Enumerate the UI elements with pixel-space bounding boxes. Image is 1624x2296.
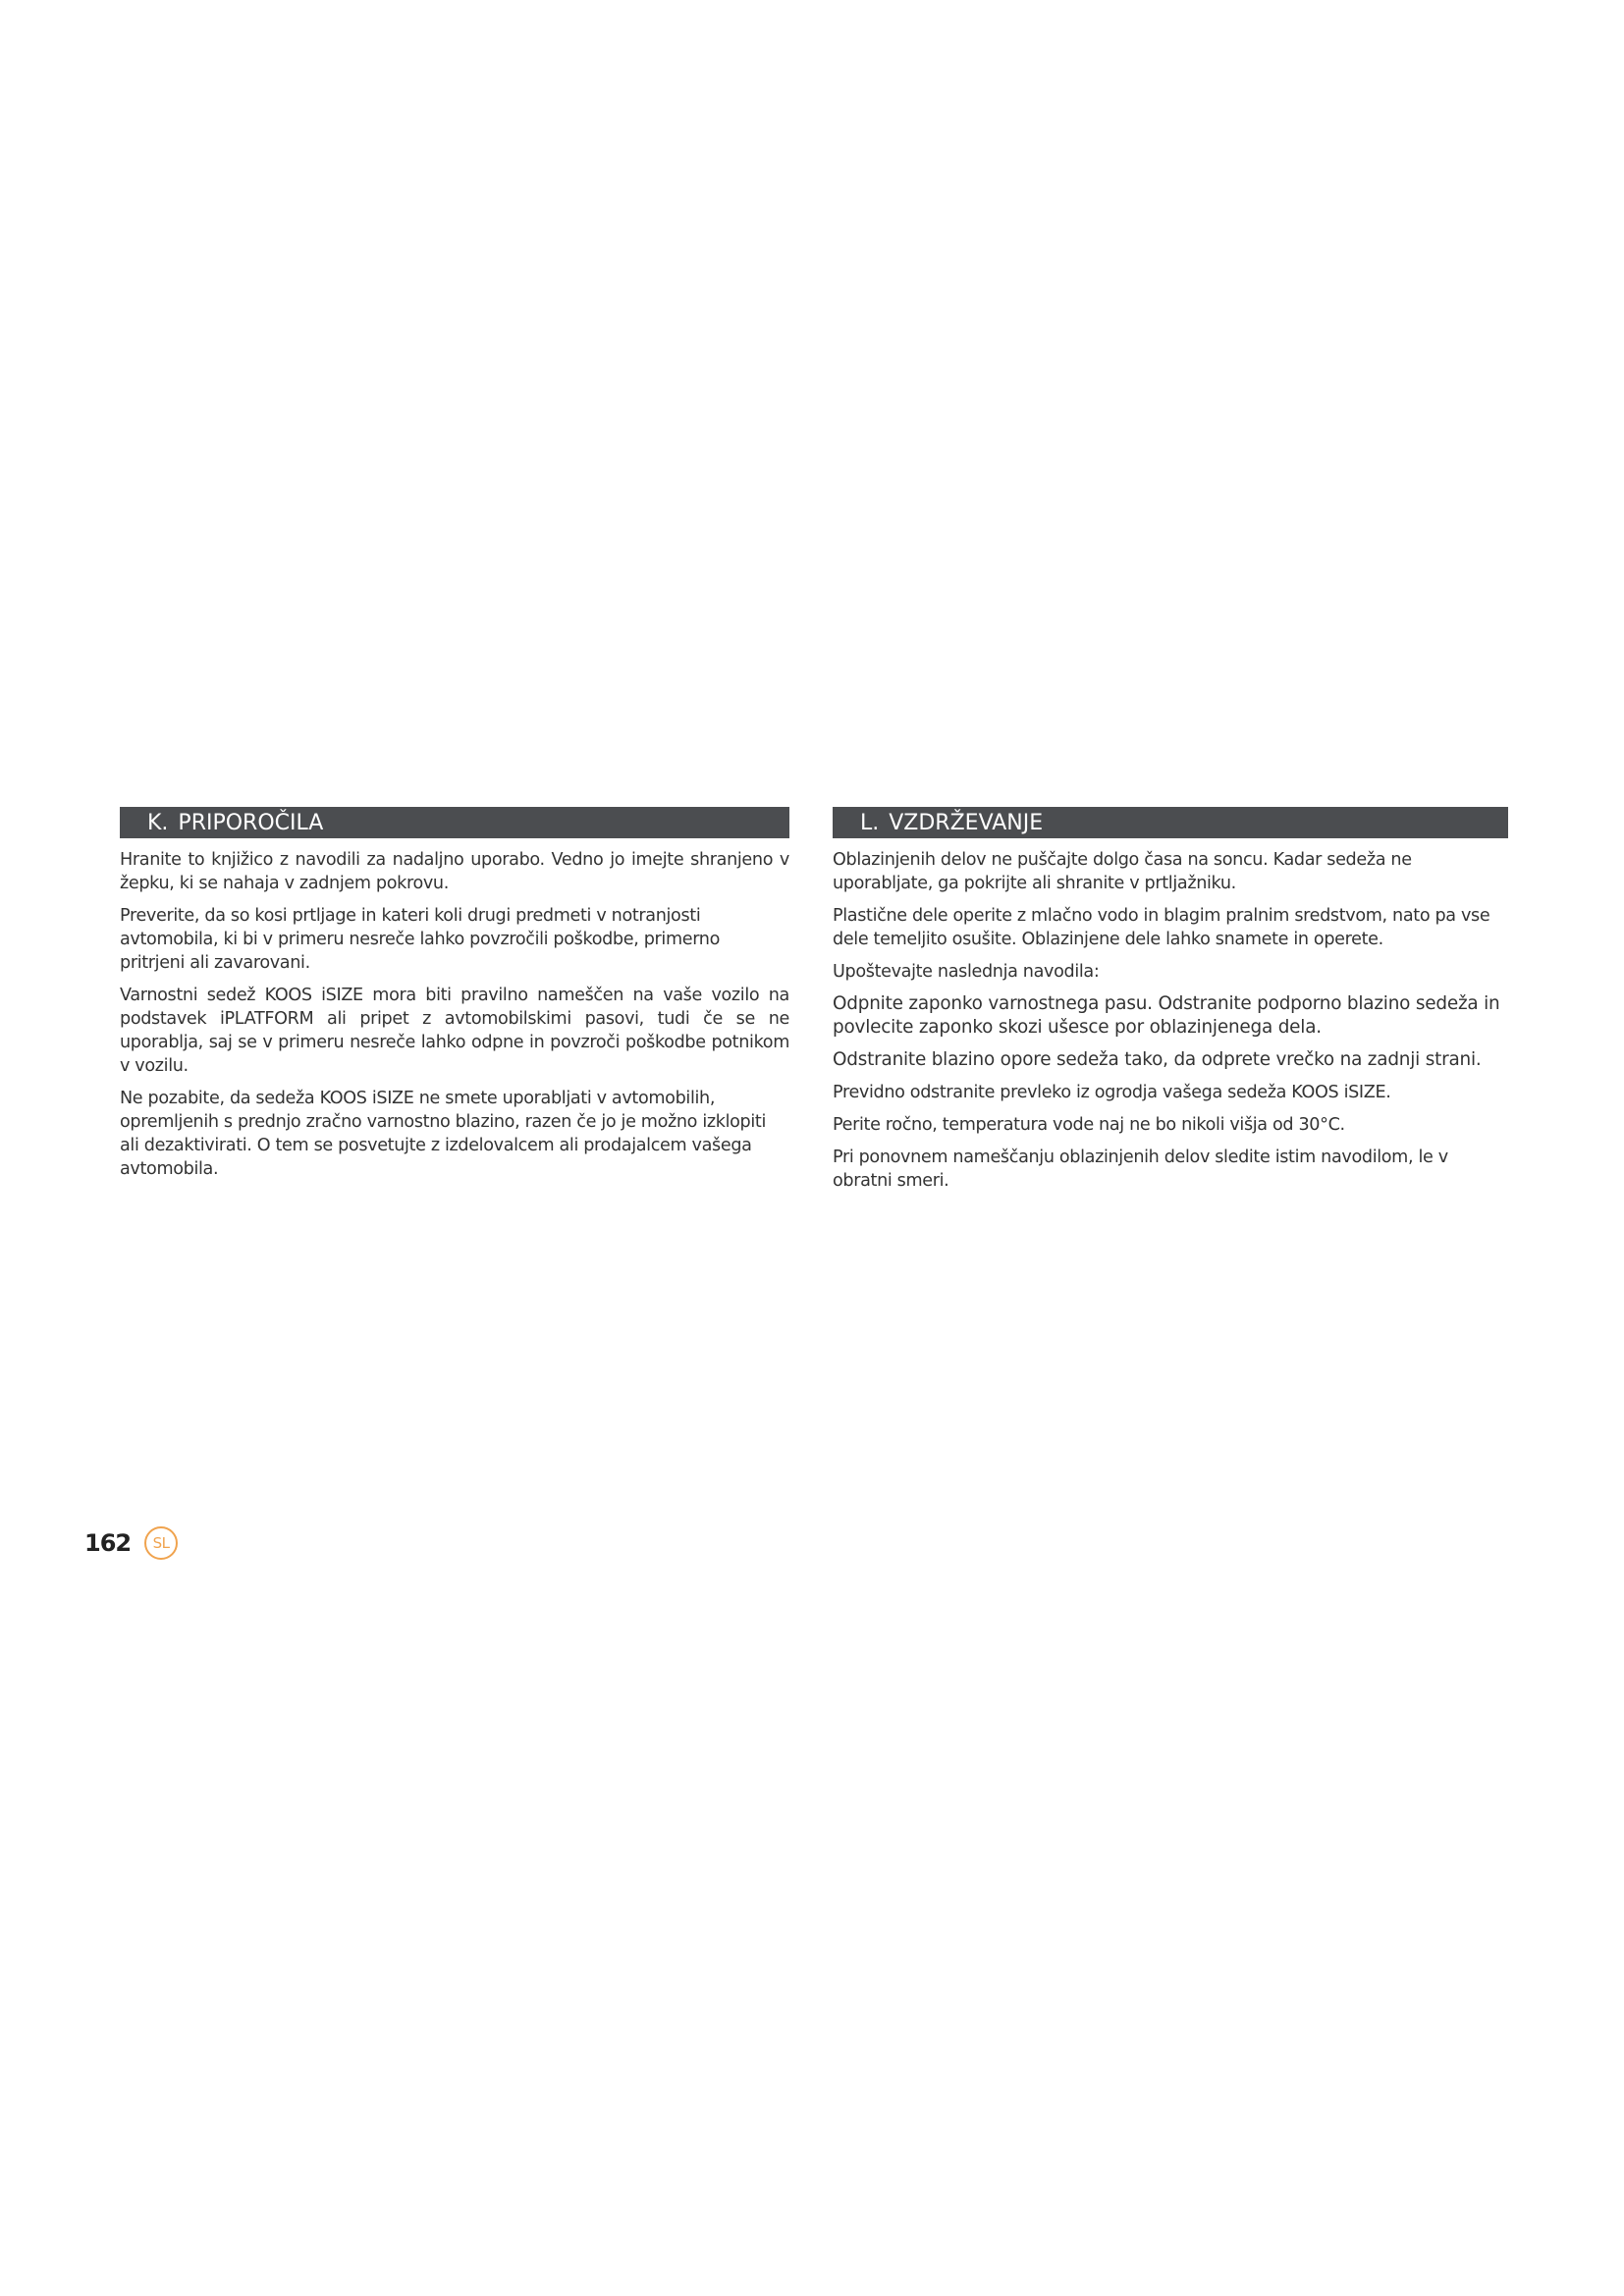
recommendations-paragraph-4: Ne pozabite, da sedeža KOOS iSIZE ne smete uporabljati v avtomobilih, opremljenih s prednjo zračno varnostno blazino, razen če jo je možno izklopiti ali dezaktivirati. O tem se posvetujte z izdelovalcem ali prodajalcem vašega avtomobila. xyxy=(120,1089,766,1179)
page-number: 162 xyxy=(84,1529,132,1557)
maintenance-paragraph-1: Oblazinjenih delov ne puščajte dolgo časa na soncu. Kadar sedeža ne uporabljate, ga pokrijte ali shranite v prtljažniku. xyxy=(833,850,1412,893)
maintenance-paragraph-3: Upoštevajte naslednja navodila: xyxy=(833,962,1100,982)
maintenance-paragraph-8: Pri ponovnem nameščanju oblazinjenih delov sledite istim navodilom, le v obratni smeri. xyxy=(833,1148,1448,1191)
maintenance-paragraph-6: Previdno odstranite prevleko iz ogrodja vašega sedeža KOOS iSIZE. xyxy=(833,1083,1391,1102)
language-badge: SL xyxy=(144,1526,178,1560)
maintenance-paragraph-4: Odpnite zaponko varnostnega pasu. Odstranite podporno blazino sedeža in povlecite zaponko skozi ušesce por oblazinjenega dela. xyxy=(833,993,1500,1038)
recommendations-header xyxy=(120,807,789,838)
maintenance-paragraph-7: Perite ročno, temperatura vode naj ne bo nikoli višja od 30°C. xyxy=(833,1115,1345,1135)
recommendations-header-title: PRIPOROČILA xyxy=(178,811,324,835)
recommendations-paragraph-2: Preverite, da so kosi prtljage in kateri koli drugi predmeti v notranjosti avtomobila, ki bi v primeru nesreče lahko povzročili poškodbe, primerno pritrjeni ali zavarovani. xyxy=(120,906,720,973)
maintenance-header-letter: L. xyxy=(860,811,880,835)
recommendations-section xyxy=(120,807,789,1190)
recommendations-header-letter: K. xyxy=(147,811,169,835)
maintenance-section xyxy=(833,807,1508,1201)
maintenance-paragraph-2: Plastične dele operite z mlačno vodo in blagim pralnim sredstvom, nato pa vse dele temeljito osušite. Oblazinjene dele lahko snamete in operete. xyxy=(833,906,1490,949)
maintenance-paragraph-5: Odstranite blazino opore sedeža tako, da odprete vrečko na zadnji strani. xyxy=(833,1049,1482,1070)
maintenance-header-title: VZDRŽEVANJE xyxy=(889,811,1044,835)
recommendations-paragraph-1: Hranite to knjižico z navodili za nadaljno uporabo. Vedno jo imejte shranjeno v žepku, ki se nahaja v zadnjem pokrovu. xyxy=(120,850,789,893)
recommendations-paragraph-3: Varnostni sedež KOOS iSIZE mora biti pravilno nameščen na vaše vozilo na podstavek iPLATFORM ali pripet z avtomobilskimi pasovi, tudi če se ne uporablja, saj se v primeru nesreče lahko odpne in povzroči poškodbe potnikom v vozilu. xyxy=(120,986,789,1076)
page-footer xyxy=(84,1523,178,1563)
maintenance-header xyxy=(833,807,1508,838)
